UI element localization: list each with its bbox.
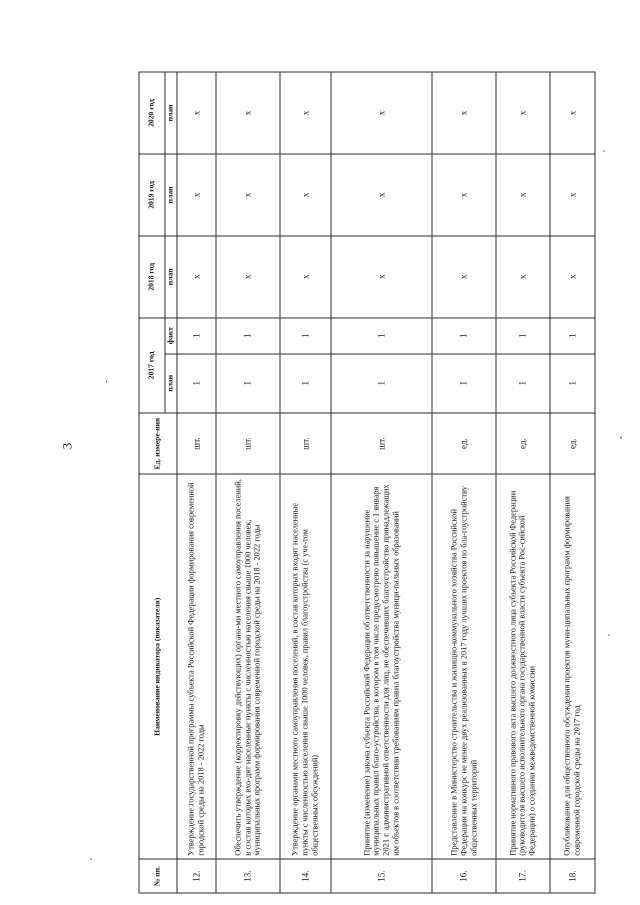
- plan-2018-cell: x: [496, 235, 550, 317]
- indicator-name: Обеспечить утверждение (корректировку действующих) органа-ми местного самоуправления поселений, в состав которых вхо-дят населенные пункты с численностью населения свыше 1000 человек, муниципальных программ формирования современной городской среды на 2018 - 2022 годы: [216, 474, 280, 859]
- unit-cell: ед.: [432, 412, 496, 473]
- plan-2020-cell: x: [432, 72, 496, 154]
- indicator-name: Принятие нормативного правового акта высшего должностного лица субъекта Российской Федерации (руководителя высшего исполнительного органа государственной власти субъекта Рос-сийской Федерации) о создании межведомственной комиссии: [496, 474, 550, 859]
- scan-speck: [90, 858, 92, 860]
- unit-cell: шт.: [216, 412, 280, 473]
- indicator-name: Утверждение органами местного самоуправления поселений, в состав которых входят населенные пункты с численностью населения свыше 1000 человек, правил благоустройства (с уче-том общественных обсуждений): [280, 474, 331, 859]
- fact-2017-cell: 1: [550, 317, 595, 353]
- table-row: [280, 72, 331, 893]
- header-num: № пп.: [139, 859, 177, 893]
- unit-cell: шт.: [331, 412, 432, 473]
- header-name: Наименование индикатора (показателя): [139, 474, 177, 859]
- scan-speck: [620, 436, 622, 439]
- subheader-plan-2018: план: [165, 235, 177, 317]
- row-number: 13.: [216, 859, 280, 893]
- page-number: 3: [59, 442, 75, 450]
- fact-2017-cell: 1: [177, 317, 216, 353]
- header-year-2018: 2018 год: [139, 235, 165, 317]
- subheader-fact-2017: факт: [165, 317, 177, 353]
- fact-2017-cell: 1: [331, 317, 432, 353]
- rotated-document: [139, 71, 596, 893]
- header-year-2020: 2020 год: [139, 72, 165, 154]
- plan-2018-cell: x: [331, 235, 432, 317]
- row-number: 14.: [280, 859, 331, 893]
- indicator-name: Опубликование для общественного обсуждения проектов муни-ципальных программ формирования современной городской среды на 2017 год: [550, 474, 595, 859]
- table-row: [331, 72, 432, 893]
- plan-2018-cell: x: [550, 235, 595, 317]
- fact-2017-cell: 1: [432, 317, 496, 353]
- indicator-name: Представление в Министерство строительства и жилищно-коммунального хозяйства Российской Федерации на конкурс не менее двух реализованных в 2017 году лучших проектов по бла-гоустройству общественных территорий: [432, 474, 496, 859]
- plan-2018-cell: x: [432, 235, 496, 317]
- fact-2017-cell: 1: [496, 317, 550, 353]
- row-number: 12.: [177, 859, 216, 893]
- table-header-row: [139, 72, 165, 893]
- table-row: [550, 72, 595, 893]
- plan-2018-cell: x: [280, 235, 331, 317]
- plan-2019-cell: x: [550, 153, 595, 235]
- row-number: 17.: [496, 859, 550, 893]
- indicator-name: Принятие (изменение) закона субъекта Российской Федерации об ответственности за нарушение муниципальных правил благо-устройства, в котором в том числе предусмотрено повышение с 1 января 2021 г. административной ответственности для лиц, не обеспечивших благоустройство принадлежащих им объектов в соответствии требованиям правил благоустройства муници-пальных образований: [331, 474, 432, 859]
- plan-2020-cell: x: [280, 72, 331, 154]
- scan-speck: [608, 634, 610, 636]
- plan-2017-cell: 1: [550, 353, 595, 412]
- indicators-table: [139, 71, 596, 893]
- unit-cell: шт.: [177, 412, 216, 473]
- plan-2020-cell: x: [177, 72, 216, 154]
- plan-2019-cell: x: [216, 153, 280, 235]
- subheader-plan-2020: план: [165, 72, 177, 154]
- table-row: [432, 72, 496, 893]
- table-row: [177, 72, 216, 893]
- subheader-plan-2017: план: [165, 353, 177, 412]
- plan-2018-cell: x: [216, 235, 280, 317]
- plan-2017-cell: 1: [177, 353, 216, 412]
- fact-2017-cell: 1: [280, 317, 331, 353]
- plan-2019-cell: x: [280, 153, 331, 235]
- plan-2020-cell: x: [550, 72, 595, 154]
- unit-cell: ед.: [550, 412, 595, 473]
- fact-2017-cell: 1: [216, 317, 280, 353]
- table-row: [216, 72, 280, 893]
- row-number: 16.: [432, 859, 496, 893]
- plan-2017-cell: 1: [280, 353, 331, 412]
- plan-2017-cell: 1: [496, 353, 550, 412]
- subheader-plan-2019: план: [165, 153, 177, 235]
- plan-2019-cell: x: [331, 153, 432, 235]
- plan-2018-cell: x: [177, 235, 216, 317]
- header-year-2019: 2019 год: [139, 153, 165, 235]
- plan-2017-cell: 1: [331, 353, 432, 412]
- scan-speck: [106, 380, 107, 383]
- plan-2020-cell: x: [496, 72, 550, 154]
- table-row: [496, 72, 550, 893]
- header-year-2017: 2017 год: [139, 317, 165, 412]
- plan-2020-cell: x: [216, 72, 280, 154]
- scan-speck: [603, 150, 605, 152]
- plan-2019-cell: x: [177, 153, 216, 235]
- unit-cell: ед.: [496, 412, 550, 473]
- plan-2020-cell: x: [331, 72, 432, 154]
- plan-2017-cell: 1: [216, 353, 280, 412]
- header-unit: Ед. измере-ния: [139, 412, 177, 473]
- unit-cell: шт.: [280, 412, 331, 473]
- indicator-name: Утверждение государственной программы субъекта Российской Федерации формирования современной городской среды на 2018 - 2022 годы: [177, 474, 216, 859]
- plan-2019-cell: x: [496, 153, 550, 235]
- row-number: 18.: [550, 859, 595, 893]
- plan-2019-cell: x: [432, 153, 496, 235]
- row-number: 15.: [331, 859, 432, 893]
- plan-2017-cell: 1: [432, 353, 496, 412]
